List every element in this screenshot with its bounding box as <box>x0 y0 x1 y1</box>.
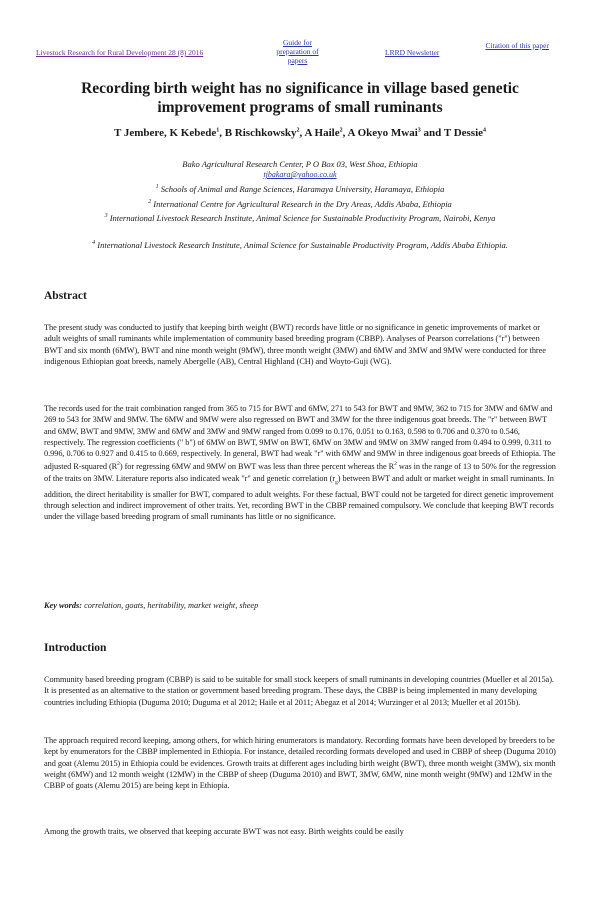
author: A Okeyo Mwai$^3$ <box>347 127 421 139</box>
introduction-paragraph: Community based breeding program (CBBP) is said to be suitable for small stock keepers of small ruminants in developing countries (Mueller et al 2015a). It is presented as an alternative to the station or government based breeding program. These days, the CBBP is being implemented in many developing countries including Ethiopia (Duguma 2010; Duguma et al 2012; Haile et al 2011; Abegaz et al 2014; Wurzinger et al 2013; Mueller et al 2015b). <box>44 675 554 707</box>
affiliation: $^4$ International Livestock Research Institute, Animal Science for Sustainable Productivity Program, Addis Ababa Ethiopia. <box>92 239 508 250</box>
introduction-paragraph: Among the growth traits, we observed that keeping accurate BWT was not easy. Birth weights could be easily <box>44 827 404 836</box>
author: A Haile$^2$ <box>304 127 343 139</box>
journal-issue-link[interactable]: Livestock Research for Rural Development 28 (8) 2016 <box>36 48 204 57</box>
top-navigation <box>30 35 590 65</box>
introduction-heading: Introduction <box>44 642 107 654</box>
author: T Jembere <box>113 127 164 139</box>
introduction-paragraph: The approach required record keeping, among others, for which hiring enumerators is mandatory. Recording formats have been developed by breeders to be kept by enumerators for the CBBP implemented in Ethiopia. For instance, detailed recording formats developed and used in CBBP of sheep (Duguma 2010) and goat (Alemu 2015) in Ethiopia could be evidences. Growth traits at different ages including birth weight (BWT), three month weight (3MW), six month weight (6MW) and 12 month weight (12MW) in the CBBP of sheep (Duguma 2010) and BWT, 3MW, 6MW, nine month weight (9MW) and 12MW in the CBBP of goats (Alemu 2015) are being kept in Ethiopia. <box>44 736 556 791</box>
author: T Dessie$^4$ <box>443 127 487 139</box>
affiliation: $^2$ International Centre for Agricultural Research in the Dry Areas, Addis Ababa, Ethiopia <box>148 198 452 209</box>
author: K Kebede$^1$ <box>169 127 220 139</box>
abstract-paragraph: The records used for the trait combination ranged from 365 to 715 for BWT and 6MW, 271 to 543 for BWT and 9MW, 362 to 715 for 3MW and 6MW and 269 to 543 for 3MW and 9MW. The 6MW and 9MW were also regressed on BWT and 3MW for the three indigenous goat breeds. The "r" between BWT and 6MW, BWT and 9MW, 3MW and 6MW and 3MW and 9MW ranged from 0.099 to 0.176, 0.051 to 0.163, 0.598 to 0.706 and 0.370 to 0.546, respectively. The regression coefficients (" b") of 6MW on BWT, 9MW on BWT, 6MW on 3MW and 9MW on 3MW ranged from 0.494 to 0.999, 0.311 to 0.996, 0.706 to 0.927 and 0.415 to 0.669, respectively. In general, BWT had weak "r" with 6MW and 9MW in three indigenous goat breeds of Ethiopia. The adjusted R-squared $(R^2)$ for regressing 6MW and 9MW on BWT was less than three percent whereas the $R^2$ was in the range of 13 to 50% for the regression of the traits on 3MW. Literature reports also indicated weak "r" and genetic correlation $(r_g)$ between BWT and adult or market weight in small ruminants. In addition, the direct heritability is smaller for BWT, compared to adult weights. For these factual, BWT could not be targeted for direct genetic improvement through selection and indirect improvement of other traits. Yet, recording BWT in the CBBP remained compulsory. We conclude that keeping BWT records under the village based breeding program of small ruminants has little or no significance. <box>44 404 556 522</box>
affiliation: $^1$ Schools of Animal and Range Sciences, Haramaya University, Haramaya, Ethiopia <box>155 183 445 194</box>
article-title: Recording birth weight has no significance in village based genetic improvement programs of small ruminants <box>81 80 519 116</box>
author: B Rischkowsky$^2$ <box>224 127 300 139</box>
abstract-paragraph: The present study was conducted to justify that keeping birth weight (BWT) records have little or no significance in genetic improvements of market or adult weights of small ruminants while implementation of community based breeding program (CBBP). Analyses of Pearson correlations ("r") between BWT and six month (6MW), BWT and nine month weight (9MW), three month weight (3MW) and 6MW and 3MW and 9MW were conducted for three indigenous Ethiopian goat breeds, namely Abergelle (AB), Central Highland (CH) and Woyto-Guji (WG). <box>44 323 546 366</box>
newsletter-link[interactable]: LRRD Newsletter <box>385 48 440 57</box>
abstract-heading: Abstract <box>44 290 87 302</box>
keywords: Key words: correlation, goats, heritability, market weight, sheep <box>44 601 259 610</box>
corresponding-email <box>40 170 560 179</box>
guide-for-authors-link[interactable]: Guide for preparation of papers <box>276 38 319 65</box>
affiliation: Bako Agricultural Research Center, P O Box 03, West Shoa, Ethiopia <box>182 159 418 169</box>
keywords-label: Key words: <box>44 601 83 610</box>
email-link[interactable]: tjbakara@yahoo.co.uk <box>263 170 337 179</box>
affiliation: $^3$ International Livestock Research Institute, Animal Science for Sustainable Productivity Program, Nairobi, Kenya <box>104 212 496 223</box>
author-list: T Jembere, K Kebede$^1$, B Rischkowsky$^2$, A Haile$^2$, A Okeyo Mwai$^3$ and T Dessie$^4$ <box>113 127 487 139</box>
citation-link[interactable]: Citation of this paper <box>485 41 549 50</box>
